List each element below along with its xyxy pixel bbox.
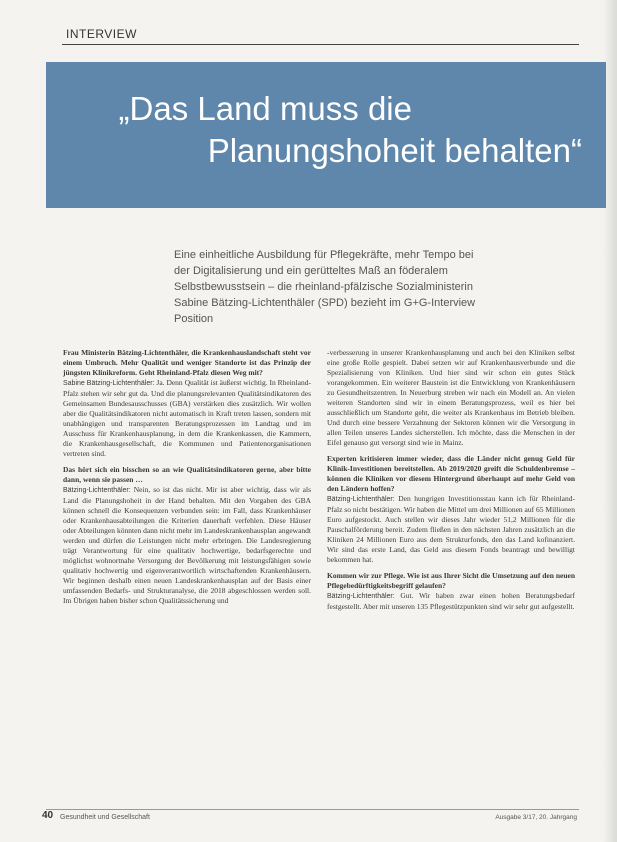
question: Das hört sich ein bisschen so an wie Qualitätsindikatoren gerne, aber bitte dann, wenn sie passen …: [63, 465, 311, 484]
answer: [327, 591, 575, 612]
answer-text: Den hungrigen Investitionsstau kann ich für Rheinland-Pfalz so nicht bestätigen. Wir haben die Mittel um drei Millionen auf 65 Millionen Euro aufgestockt. Auch stellen wir dieses Jahr wieder 51,2 Millionen für die Pauschalförderung bereit. Zudem fließen in den nächsten Jahren zusätzlich an die Kliniken 24 Millionen Euro aus dem Strukturfonds, den das Land kofinanziert. Wir sind das erste Land, das Geld aus diesem Fonds beantragt und bewilligt bekommen hat.: [327, 494, 575, 564]
answer-text: -verbesserung in unserer Krankenhausplanung und auch bei den Kliniken selbst eine große Rolle gespielt. Dabei setzen wir auf Krankenhausverbunde und die Spezialisierung von Kliniken. Und hier sind wir schon ein gutes Stück vorangekommen. Ein weiterer Baustein ist die Entwicklung von Krankenhäusern zu Gesundheitszentren. In Neuerburg streben wir nach ein Modell an. An vielen weiteren Standorten sind wir in einem Beratungsprozess, weil es hier bei ausschließlich um Standorte geht, die weiter als Krankenhaus im Betrieb bleiben. Und durch eine bessere Verzahnung der Sektoren können wir die Versorgung in allen Teilen unseres Landes sicherstellen. Ich möchte, dass die Menschen in der Eifel genauso gut versorgt sind wie in Mainz.: [327, 348, 575, 447]
article-column-right: [327, 348, 575, 618]
answer-text: Ja. Denn Qualität ist äußerst wichtig. In Rheinland-Pfalz stehen wir sehr gut da. Und die planungsrelevanten Qualitätsindikatoren des Gemeinsamen Bundesausschusses (GBA) verstärken dies zusätzlich. Wir wollen aber die Qualitätsindikatoren nicht automatisch in Kraft treten lassen, sondern mit unabhängigen und transparenten Beratungsprozessen im Landtag und im Ausschuss für Krankenhausplanung, in dem die Krankenkassen, die Kammern, die Krankenhausgesellschaft, die Kommunen und Patientenorganisationen vertreten sind.: [63, 378, 312, 458]
question: Frau Ministerin Bätzing-Lichtenthäler, die Krankenhauslandschaft steht vor einem Umbruch. Mehr Qualität und weniger Standorte ist das Prinzip der jüngsten Klinikreform. Geht Rheinland-Pfalz diesen Weg mit?: [63, 348, 311, 377]
question: Experten kritisieren immer wieder, dass die Länder nicht genug Geld für Klinik-Investitionen bereitstellen. Ab 2019/2020 greift die Schuldenbremse – können die Kliniken vor diesem Hintergrund überhaupt auf mehr Geld von den Ländern hoffen?: [327, 454, 575, 493]
rubric-label: INTERVIEW: [66, 27, 137, 41]
lead-paragraph: Eine einheitliche Ausbildung für Pflegekräfte, mehr Tempo bei der Digitalisierung und ein gerütteltes Maß an föderalem Selbstbewusstsein – die rheinland-pfälzische Sozialministerin Sabine Bätzing-Lichtenthäler (SPD) bezieht im G+G-Interview Position: [174, 249, 476, 325]
footer-issue: Ausgabe 3/17, 20. Jahrgang: [495, 814, 577, 821]
footer-divider: [46, 809, 579, 810]
speaker-label: Bätzing-Lichtenthäler:: [63, 487, 131, 494]
answer: [63, 485, 311, 606]
page-number: 40: [42, 810, 54, 821]
footer-section-title: Gesundheit und Gesellschaft: [60, 814, 150, 821]
answer: [327, 348, 575, 448]
headline-line-2: Planungshoheit behalten“: [207, 132, 582, 169]
answer-text: Gut. Wir haben zwar einen hohen Beratungsbedarf festgestellt. Aber mit unseren 135 Pflegestützpunkten sind wir sehr gut aufgestellt.: [327, 591, 576, 611]
answer-text: Nein, so ist das nicht. Mir ist aber wichtig, dass wir als Land die Planungshoheit in der Hand behalten. Mit den Vorgaben des GBA können schnell die Konsequenzen verbunden sein: im Fall, dass Krankenhäuser oder Krankenhausabteilungen die Kriterien dauerhaft verfehlen. Diese Häuser oder Abteilungen könnten dann nicht mehr im Landeskrankenhausplan angewandt werden und dürfen die Leistungen nicht mehr erbringen. Die Landesregierung trägt Verantwortung für eine qualitativ hochwertige, bedarfsgerechte und möglichst wohnortnahe Versorgung der Bevölkerung mit leistungsfähigen sowie qualitativ hochwertig und eigenverantwortlich wirtschaftenden Krankenhäusern. Wir beginnen deshalb einen neuen Landeskrankenhausplan auf der Basis einer umfassenden Bedarfs- und Strukturanalyse, die 2018 abgeschlossen werden soll. Im Übrigen haben bisher schon Qualitätssicherung und: [63, 485, 312, 605]
answer: [327, 494, 575, 565]
article-column-left: [63, 348, 311, 612]
question: Kommen wir zur Pflege. Wie ist aus Ihrer Sicht die Umsetzung auf den neuen Pflegebedürftigkeitsbegriff gelaufen?: [327, 571, 575, 590]
headline-line-1: „Das Land muss die: [118, 90, 412, 127]
headline: [46, 88, 582, 172]
headline-banner: [46, 62, 606, 208]
speaker-label: Sabine Bätzing-Lichtenthäler:: [63, 380, 155, 387]
speaker-label: Bätzing-Lichtenthäler:: [327, 593, 395, 600]
rubric-divider: [62, 44, 579, 45]
speaker-label: Bätzing-Lichtenthäler:: [327, 496, 395, 503]
answer: [63, 378, 311, 459]
